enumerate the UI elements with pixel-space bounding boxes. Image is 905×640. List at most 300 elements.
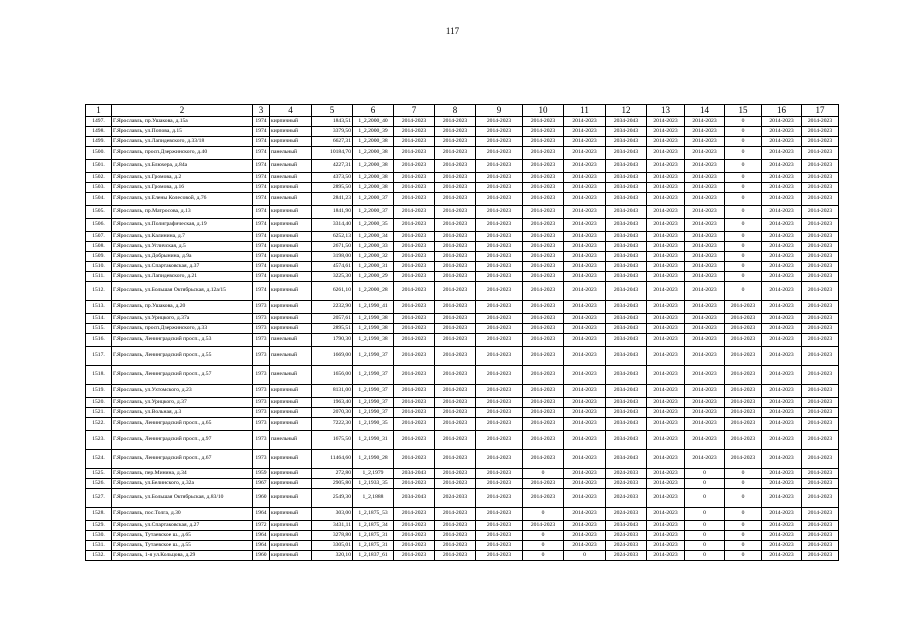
code-cell: 1_2,2000_29 [353,272,394,282]
period-cell: 2034-2043 [606,160,647,173]
period-cell: 2014-2023 [435,531,476,541]
column-header: 13 [647,105,685,117]
year-cell: 1974 [253,252,270,262]
period-cell: 2014-2023 [762,117,802,127]
period-cell: 2014-2023 [394,418,435,431]
period-cell: 2014-2023 [685,408,725,418]
area-cell: 10184,70 [312,147,353,160]
period-cell: 2014-2023 [523,147,564,160]
code-cell: 1_2,1837_61 [353,551,394,561]
period-cell: 2014-2023 [802,366,839,385]
material-cell: панельный [270,334,312,347]
period-cell: 2014-2023 [523,127,564,137]
period-cell: 2014-2023 [564,262,606,272]
column-header: 2 [112,105,253,117]
code-cell: 1_2,2000_33 [353,242,394,252]
period-cell: 2014-2023 [476,450,523,469]
period-cell: 2014-2023 [647,334,685,347]
column-header: 6 [353,105,394,117]
row-number-cell: 1512. [86,282,112,301]
year-cell: 1974 [253,117,270,127]
period-cell: 2014-2023 [647,324,685,334]
year-cell: 1974 [253,127,270,137]
period-cell: 2014-2023 [802,301,839,314]
period-cell: 2014-2023 [685,398,725,408]
material-cell: кирпичный [270,242,312,252]
period-cell: 2014-2023 [476,252,523,262]
period-cell: 2014-2023 [685,127,725,137]
year-cell: 1960 [253,489,270,508]
table-row [86,127,839,137]
period-cell: 2014-2023 [394,521,435,531]
table-row [86,183,839,193]
period-cell: 2014-2023 [564,117,606,127]
period-cell: 2034-2043 [606,334,647,347]
period-cell: 2014-2023 [685,418,725,431]
period-cell: 2014-2023 [435,117,476,127]
year-cell: 1973 [253,334,270,347]
year-cell: 1973 [253,450,270,469]
period-cell: 2014-2023 [476,541,523,551]
period-cell: 2014-2023 [435,508,476,521]
material-cell: кирпичный [270,521,312,531]
period-cell: 2014-2023 [762,183,802,193]
area-cell: 2841,23 [312,193,353,206]
period-cell: 2014-2023 [476,489,523,508]
table-row [86,469,839,479]
area-cell: 3379,50 [312,127,353,137]
period-cell: 2014-2023 [802,160,839,173]
material-cell: кирпичный [270,489,312,508]
period-cell: 2014-2023 [523,301,564,314]
period-cell: 2034-2043 [606,232,647,242]
year-cell: 1974 [253,272,270,282]
year-cell: 1964 [253,508,270,521]
period-cell: 2034-2043 [606,521,647,531]
period-cell: 2024-2033 [606,541,647,551]
period-cell: 2034-2043 [606,147,647,160]
row-number-cell: 1508. [86,242,112,252]
period-cell: 2014-2023 [435,219,476,232]
period-cell: 2014-2023 [647,551,685,561]
address-cell: Г.Ярославль, пр.Ушакова, д.20 [112,301,253,314]
period-cell: 2014-2023 [394,531,435,541]
period-cell: 2014-2023 [647,262,685,272]
period-cell: 2024-2033 [606,489,647,508]
period-cell: 2014-2023 [802,469,839,479]
period-cell: 2014-2023 [802,262,839,272]
period-cell: 2014-2023 [435,314,476,324]
period-cell: 2014-2023 [435,301,476,314]
area-cell: 3305,01 [312,541,353,551]
period-cell: 2014-2023 [564,137,606,147]
period-cell: 2014-2023 [523,366,564,385]
period-cell: 2014-2023 [435,147,476,160]
period-cell: 2014-2023 [647,450,685,469]
period-cell: 2014-2023 [476,385,523,398]
year-cell: 1974 [253,262,270,272]
period-cell: 2014-2023 [476,398,523,408]
period-cell: 2014-2023 [564,301,606,314]
period-cell: 2014-2023 [685,450,725,469]
table-row [86,450,839,469]
period-cell: 2034-2043 [606,385,647,398]
period-cell: 2014-2023 [802,541,839,551]
period-cell: 0 [725,489,762,508]
period-cell: 2014-2023 [476,551,523,561]
period-cell: 2034-2043 [606,366,647,385]
period-cell: 2014-2023 [435,173,476,183]
period-cell: 2014-2023 [647,147,685,160]
period-cell: 2014-2023 [564,385,606,398]
period-cell: 2014-2023 [523,450,564,469]
period-cell: 2014-2023 [762,272,802,282]
area-cell: 2232,90 [312,301,353,314]
page-number: 117 [445,26,460,36]
column-header: 17 [802,105,839,117]
period-cell: 2014-2023 [685,252,725,262]
period-cell: 2014-2023 [394,242,435,252]
code-cell: 1_2,1990_38 [353,324,394,334]
period-cell: 2014-2023 [394,347,435,366]
period-cell: 2014-2023 [476,137,523,147]
period-cell: 2014-2023 [435,324,476,334]
row-number-cell: 1518. [86,366,112,385]
area-cell: 303,00 [312,508,353,521]
period-cell: 2014-2023 [647,301,685,314]
address-cell: Г.Ярославль, ул.Вольная, д.3 [112,408,253,418]
year-cell: 1973 [253,366,270,385]
period-cell: 0 [725,242,762,252]
period-cell: 2014-2023 [523,262,564,272]
period-cell: 2014-2023 [685,232,725,242]
row-number-cell: 1514. [86,314,112,324]
period-cell: 2014-2023 [762,324,802,334]
period-cell: 2014-2023 [476,232,523,242]
year-cell: 1974 [253,232,270,242]
period-cell: 2034-2043 [606,301,647,314]
row-number-cell: 1504. [86,193,112,206]
period-cell: 2034-2043 [606,347,647,366]
period-cell: 2014-2023 [762,173,802,183]
period-cell: 2014-2023 [762,219,802,232]
period-cell: 2014-2023 [762,489,802,508]
year-cell: 1973 [253,314,270,324]
area-cell: 8131,00 [312,385,353,398]
period-cell: 2014-2023 [647,232,685,242]
year-cell: 1974 [253,137,270,147]
period-cell: 2014-2023 [476,508,523,521]
period-cell: 2014-2023 [564,324,606,334]
period-cell: 2014-2023 [476,173,523,183]
period-cell: 2014-2023 [476,324,523,334]
row-number-cell: 1502. [86,173,112,183]
address-cell: Г.Ярославль, ул.Громова, д.16 [112,183,253,193]
table-row [86,206,839,219]
period-cell: 2014-2023 [435,541,476,551]
column-header: 12 [606,105,647,117]
period-cell: 2014-2023 [394,551,435,561]
period-cell: 2014-2023 [762,160,802,173]
row-number-cell: 1513. [86,301,112,314]
period-cell: 2014-2023 [802,147,839,160]
period-cell: 2014-2023 [394,385,435,398]
period-cell: 2014-2023 [523,252,564,262]
period-cell: 2014-2023 [802,282,839,301]
material-cell: панельный [270,431,312,450]
address-cell: Г.Ярославль, ул.Попова, д.15 [112,127,253,137]
period-cell: 2014-2023 [647,347,685,366]
material-cell: кирпичный [270,531,312,541]
column-header: 14 [685,105,725,117]
period-cell: 0 [725,206,762,219]
period-cell: 2014-2023 [762,508,802,521]
period-cell: 2014-2023 [647,117,685,127]
year-cell: 1974 [253,206,270,219]
period-cell: 2014-2023 [802,531,839,541]
address-cell: Г.Ярославль, ул.Белинского, д.32а [112,479,253,489]
period-cell: 2014-2023 [523,232,564,242]
period-cell: 2014-2023 [523,334,564,347]
material-cell: кирпичный [270,206,312,219]
period-cell: 0 [725,508,762,521]
period-cell: 2014-2023 [762,206,802,219]
period-cell: 0 [725,272,762,282]
code-cell: 1_2,1990_37 [353,385,394,398]
period-cell: 2014-2023 [476,262,523,272]
period-cell: 2014-2023 [725,314,762,324]
period-cell: 2014-2023 [762,193,802,206]
address-cell: Г.Ярославль, ул.Блюхера, д.84а [112,160,253,173]
table-row [86,324,839,334]
table-header [86,105,839,117]
period-cell: 2014-2023 [564,173,606,183]
period-cell: 2014-2023 [564,232,606,242]
address-cell: Г.Ярославль, ул.Урицкого, д.37а [112,314,253,324]
column-header: 11 [564,105,606,117]
row-number-cell: 1500. [86,147,112,160]
period-cell: 2014-2023 [435,398,476,408]
year-cell: 1973 [253,418,270,431]
period-cell: 2014-2023 [435,469,476,479]
material-cell: кирпичный [270,450,312,469]
table-row [86,262,839,272]
code-cell: 1_2,1990_31 [353,431,394,450]
code-cell: 1_2,1990_37 [353,398,394,408]
area-cell: 2895,50 [312,183,353,193]
material-cell: кирпичный [270,398,312,408]
period-cell: 2014-2023 [762,301,802,314]
column-header: 1 [86,105,112,117]
address-cell: Г.Ярославль, пр.Ушакова, д.15а [112,117,253,127]
material-cell: панельный [270,173,312,183]
address-cell: Г.Ярославль, ул.Урицкого, д.37 [112,398,253,408]
row-number-cell: 1501. [86,160,112,173]
material-cell: кирпичный [270,117,312,127]
table-row [86,193,839,206]
period-cell: 2014-2023 [802,418,839,431]
period-cell: 2014-2023 [476,219,523,232]
period-cell: 2014-2023 [564,508,606,521]
period-cell: 2014-2023 [762,431,802,450]
period-cell: 2014-2023 [564,314,606,324]
period-cell: 2014-2023 [564,334,606,347]
table-row [86,160,839,173]
period-cell: 2014-2023 [523,173,564,183]
period-cell: 0 [564,551,606,561]
period-cell: 2014-2023 [394,183,435,193]
area-cell: 6261,10 [312,282,353,301]
period-cell: 2014-2023 [435,232,476,242]
material-cell: панельный [270,366,312,385]
area-cell: 3225,30 [312,272,353,282]
year-cell: 1973 [253,398,270,408]
period-cell: 2014-2023 [802,521,839,531]
period-cell: 2014-2023 [523,272,564,282]
period-cell: 2014-2023 [725,301,762,314]
table-row [86,219,839,232]
housing-register-table [85,104,839,561]
table-row [86,282,839,301]
period-cell: 2014-2023 [523,206,564,219]
period-cell: 2014-2023 [762,262,802,272]
period-cell: 2014-2023 [647,521,685,531]
address-cell: Г.Ярославль, 1-я ул.Кольцова, д.29 [112,551,253,561]
address-cell: Г.Ярославль, ул.Лапидевского, д.33/18 [112,137,253,147]
row-number-cell: 1529. [86,521,112,531]
period-cell: 2014-2023 [647,408,685,418]
year-cell: 1973 [253,347,270,366]
period-cell: 2034-2043 [606,272,647,282]
table-row [86,301,839,314]
address-cell: Г.Ярославль, пр.Матросова, д.13 [112,206,253,219]
year-cell: 1974 [253,193,270,206]
period-cell: 2034-2043 [606,242,647,252]
period-cell: 2014-2023 [762,147,802,160]
period-cell: 2034-2043 [606,252,647,262]
period-cell: 2014-2023 [647,173,685,183]
material-cell: панельный [270,193,312,206]
table-row [86,479,839,489]
material-cell: кирпичный [270,137,312,147]
period-cell: 2014-2023 [476,301,523,314]
period-cell: 2014-2023 [802,479,839,489]
period-cell: 2014-2023 [394,173,435,183]
row-number-cell: 1507. [86,232,112,242]
period-cell: 2014-2023 [394,450,435,469]
row-number-cell: 1505. [86,206,112,219]
period-cell: 2014-2023 [564,469,606,479]
address-cell: Г.Ярославль, Ленинградский просп., д.55 [112,347,253,366]
code-cell: 1_2,1990_35 [353,418,394,431]
row-number-cell: 1511. [86,272,112,282]
area-cell: 4373,50 [312,173,353,183]
area-cell: 2057,61 [312,314,353,324]
row-number-cell: 1522. [86,418,112,431]
period-cell: 2014-2023 [762,252,802,262]
column-header: 3 [253,105,270,117]
period-cell: 2014-2023 [394,252,435,262]
code-cell: 1_2,2000_38 [353,173,394,183]
period-cell: 2034-2043 [606,127,647,137]
row-number-cell: 1528. [86,508,112,521]
code-cell: 1_2,1875_34 [353,521,394,531]
address-cell: Г.Ярославль, ул.Громова, д.2 [112,173,253,183]
period-cell: 2014-2023 [647,366,685,385]
period-cell: 2014-2023 [725,408,762,418]
period-cell: 2014-2023 [762,127,802,137]
period-cell: 2014-2023 [435,160,476,173]
period-cell: 0 [685,508,725,521]
period-cell: 0 [685,489,725,508]
period-cell: 0 [523,508,564,521]
row-number-cell: 1520. [86,398,112,408]
period-cell: 2014-2023 [394,334,435,347]
table-row [86,398,839,408]
period-cell: 0 [725,160,762,173]
address-cell: Г.Ярославль, ул.Большая Октябрьская, д.83/10 [112,489,253,508]
material-cell: кирпичный [270,183,312,193]
period-cell: 2014-2023 [394,301,435,314]
table-row [86,252,839,262]
code-cell: 1_2,1875_53 [353,508,394,521]
area-cell: 1841,90 [312,206,353,219]
code-cell: 1_2,1875_31 [353,531,394,541]
period-cell: 2014-2023 [647,282,685,301]
period-cell: 2014-2023 [476,347,523,366]
period-cell: 2024-2033 [606,531,647,541]
period-cell: 2014-2023 [802,408,839,418]
period-cell: 2034-2043 [606,450,647,469]
period-cell: 0 [725,541,762,551]
period-cell: 2014-2023 [476,117,523,127]
period-cell: 2014-2023 [523,479,564,489]
period-cell: 2014-2023 [523,137,564,147]
area-cell: 272,80 [312,469,353,479]
period-cell: 2014-2023 [647,508,685,521]
period-cell: 2014-2023 [435,479,476,489]
year-cell: 1974 [253,242,270,252]
column-header: 16 [762,105,802,117]
period-cell: 2014-2023 [685,272,725,282]
material-cell: панельный [270,160,312,173]
material-cell: кирпичный [270,272,312,282]
period-cell: 2014-2023 [802,219,839,232]
period-cell: 2014-2023 [394,232,435,242]
period-cell: 2014-2023 [476,160,523,173]
period-cell: 2014-2023 [647,398,685,408]
column-header: 4 [270,105,312,117]
period-cell: 2014-2023 [647,431,685,450]
period-cell: 2014-2023 [647,206,685,219]
address-cell: Г.Ярославль, Ленинградский просп., д.57 [112,366,253,385]
code-cell: 1_2,1933_35 [353,479,394,489]
area-cell: 7222,30 [312,418,353,431]
period-cell: 2014-2023 [564,366,606,385]
year-cell: 1960 [253,551,270,561]
period-cell: 2014-2023 [685,314,725,324]
period-cell: 2014-2023 [647,469,685,479]
period-cell: 2014-2023 [435,334,476,347]
row-number-cell: 1506. [86,219,112,232]
period-cell: 2014-2023 [564,147,606,160]
period-cell: 2014-2023 [523,219,564,232]
period-cell: 0 [725,147,762,160]
period-cell: 2014-2023 [476,206,523,219]
code-cell: 1_2,2000_38 [353,160,394,173]
period-cell: 2014-2023 [476,282,523,301]
period-cell: 2034-2043 [606,183,647,193]
